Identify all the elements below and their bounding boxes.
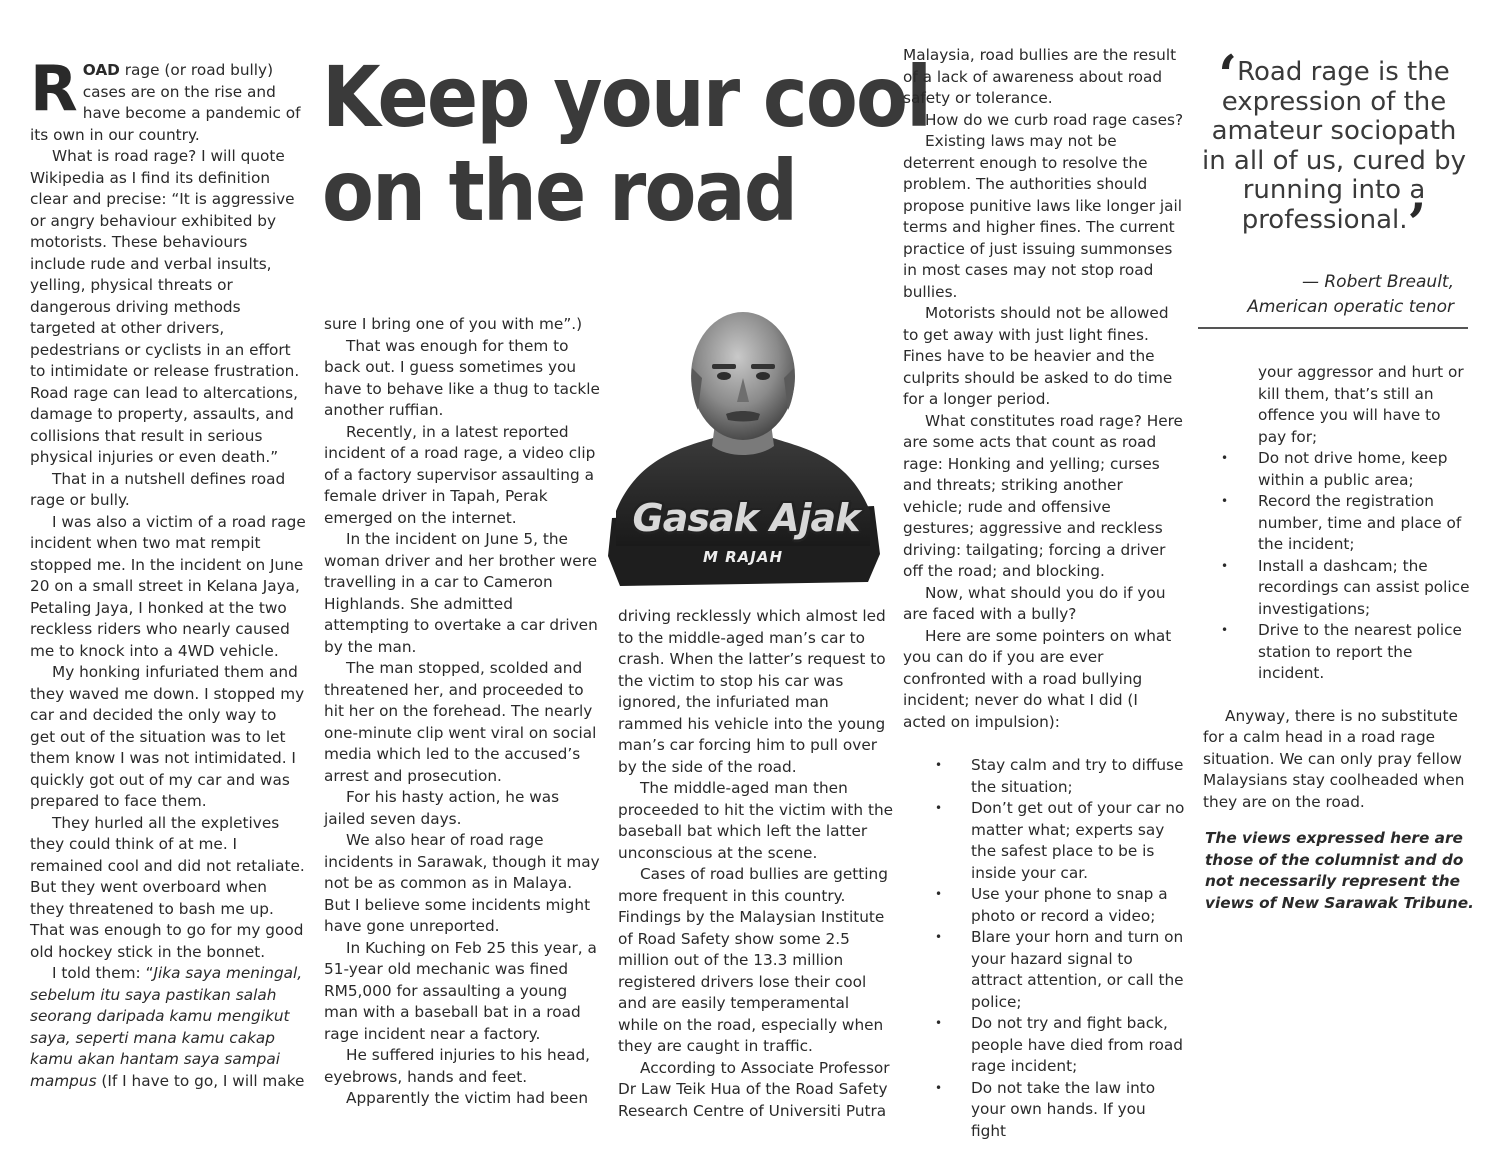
list-item: • Drive to the nearest police station to report the incident. [1203,620,1473,685]
paragraph: The middle-aged man then proceeded to hit the victim with the baseball bat which left the latter unconscious at the scene. [618,779,894,862]
article-column-1 [30,52,306,1092]
pointers-list [903,755,1185,1142]
pointers-list-continued [1203,448,1473,685]
list-item: • Install a dashcam; the recordings can assist police investigations; [1203,556,1473,621]
disclaimer: The views expressed here are those of the columnist and do not necessarily represent the views of New Sarawak Tribune. [1205,829,1474,912]
quote-author-title: American operatic tenor [1247,297,1454,317]
list-item: • Use your phone to snap a photo or record a video; [903,884,1185,927]
list-item: • Blare your horn and turn on your hazard signal to attract attention, or call the police; [903,927,1185,1013]
paragraph: Apparently the victim had been [346,1089,589,1107]
article-column-4 [903,45,1185,1142]
pull-quote [1198,43,1470,255]
paragraph: What constitutes road rage? Here are some acts that count as road rage: Honking and yelling; curses and threats; striking another vehicle; rude and offensive gestures; aggressive and reckless driving: tailgating; forcing a driver off the road; and blocking. [903,411,1183,580]
list-item: • Stay calm and try to diffuse the situation; [903,755,1185,798]
paragraph: In the incident on June 5, the woman driver and her brother were travelling in a car to Cameron Highlands. She admitted attempting to overtake a car driven by the man. [324,530,598,656]
paragraph: Cases of road bullies are getting more frequent in this country. Findings by the Malaysian Institute of Road Safety show some 2.5 million out of the 13.3 million registered drivers lose their cool and are easily temperamental while on the road, especially when they are caught in traffic. [618,865,888,1055]
article-column-2 [324,314,600,1110]
malay-quote: Jika saya meningal, sebelum itu saya pastikan salah seorang daripada kamu mengikut saya, seperti mana kamu cakap kamu akan hantam saya sampai mampus [30,964,303,1090]
paragraph: The man stopped, scolded and threatened her, and proceeded to hit her on the forehead. The nearly one-minute clip went viral on social media which led to the accused’s arrest and prosecution. [324,659,597,785]
paragraph: Existing laws may not be deterrent enough to resolve the problem. The authorities should propose punitive laws like longer jail terms and higher fines. The current practice of just issuing summonses in most cases may not stop road bullies. [903,132,1183,301]
paragraph: We also hear of road rage incidents in Sarawak, though it may not be as common as in Malaya. But I believe some incidents might have gone unreported. [324,831,600,935]
list-item: • Do not drive home, keep within a public area; [1203,448,1473,491]
author-byline: M RAJAH [702,548,784,566]
columnist-portrait-image [598,306,888,588]
lead-text: rage (or road bully) cases are on the rise and have become a pandemic of its own in our country. [30,61,301,144]
paragraph: Recently, in a latest reported incident of a road rage, a video clip of a factory supervisor assaulting a female driver in Tapah, Perak emerged on the internet. [324,422,596,527]
open-quote-icon: ‘ [1218,43,1238,107]
quote-author-name: — Robert Breault, [1301,272,1454,292]
headline-line-1: Keep your cool [322,48,931,146]
list-item: • Don’t get out of your car no matter what; experts say the safest place to be is inside your car. [903,798,1185,884]
list-item: • Do not try and fight back, people have died from road rage incident; [903,1013,1185,1078]
paragraph: I was also a victim of a road rage incident when two mat rempit stopped me. In the incident on June 20 on a small street in Kelana Jaya, Petaling Jaya, I honked at the two reckless riders who nearly caused me to knock into a 4WD vehicle. [30,512,306,660]
closing-paragraph: Anyway, there is no substitute for a calm head in a road rage situation. We can only pray fellow Malaysians stay coolheaded when they are on the road. [1203,706,1465,811]
paragraph: Motorists should not be allowed to get away with just light fines. Fines have to be heavier and the culprits should be asked to do time for a longer period. [903,304,1173,408]
column-name-badge: Gasak Ajak [632,496,860,540]
list-item: • Do not take the law into your own hands. If you fight [903,1078,1185,1143]
close-quote-icon: ’ [1407,190,1427,255]
article-column-5 [1203,362,1473,813]
paragraph: He suffered injuries to his head, eyebrows, hands and feet. [324,1046,591,1086]
paragraph: How do we curb road rage cases? [925,110,1184,129]
paragraph: My honking infuriated them and they waved me down. I stopped my car and decided the only way to get out of the situation was to let them know I was not intimidated. I quickly got out of my car and was prepared to face them. [30,663,305,810]
lead-caps: OAD [82,61,120,79]
drop-cap: R [30,52,78,125]
paragraph: In Kuching on Feb 25 this year, a 51-year old mechanic was fined RM5,000 for assaulting a young man with a baseball bat in a road rage incident near a factory. [324,938,597,1043]
paragraph: That in a nutshell defines road rage or bully. [30,469,286,509]
pull-quote-text: Road rage is the expression of the amateur sociopath in all of us, cured by running into a professional. [1201,57,1467,235]
headline [322,48,931,240]
paragraph: According to Associate Professor Dr Law Teik Hua of the Road Safety Research Centre of Universiti Putra [618,1058,890,1120]
paragraph: Malaysia, road bullies are the result of a lack of awareness about road safety or tolerance. [903,46,1177,107]
paragraph: What is road rage? I will quote Wikipedia as I find its definition clear and precise: “It is aggressive or angry behaviour exhibited by motorists. These behaviours include rude and verbal insults, yelling, physical threats or dangerous driving methods targeted at other drivers, pedestrians or cyclists in an effort to intimidate or release frustration. Road rage can lead to altercations, damage to property, assaults, and collisions that result in serious physical injuries or even death.” [30,147,300,466]
paragraph: For his hasty action, he was jailed seven days. [324,788,560,828]
list-item-continuation: your aggressor and hurt or kill them, that’s still an offence you will have to pay for; [1258,363,1464,446]
article-column-3 [618,606,894,1122]
quote-translation-start: (If I have to go, I will make [96,1071,305,1090]
quote-start: I told them: “ [52,964,154,982]
headline-line-2: on the road [322,142,797,240]
paragraph: That was enough for them to back out. I guess sometimes you have to behave like a thug to tackle another ruffian. [324,336,600,419]
divider [1198,327,1468,329]
paragraph: Here are some pointers on what you can do if you are ever confronted with a road bullying incident; never do what I did (I acted on impulsion): [903,626,1172,731]
columnist-photo [598,306,888,588]
paragraph-quote-malay [30,963,306,1092]
paragraph: sure I bring one of you with me”.) [324,315,583,333]
article-lead-paragraph [30,52,306,146]
paragraph: They hurled all the expletives they could think of at me. I remained cool and did not retaliate. But they went overboard when they threatened to bash me up. That was enough to go for my good old hockey stick in the bonnet. [30,813,305,961]
list-item: • Record the registration number, time and place of the incident; [1203,491,1473,556]
pull-quote-attribution [1200,270,1454,320]
paragraph: Now, what should you do if you are faced with a bully? [903,583,1166,623]
paragraph: driving recklessly which almost led to the middle-aged man’s car to crash. When the latter’s request to the victim to stop his car was ignored, the infuriated man rammed his vehicle into the young man’s car forcing him to pull over by the side of the road. [618,607,886,776]
